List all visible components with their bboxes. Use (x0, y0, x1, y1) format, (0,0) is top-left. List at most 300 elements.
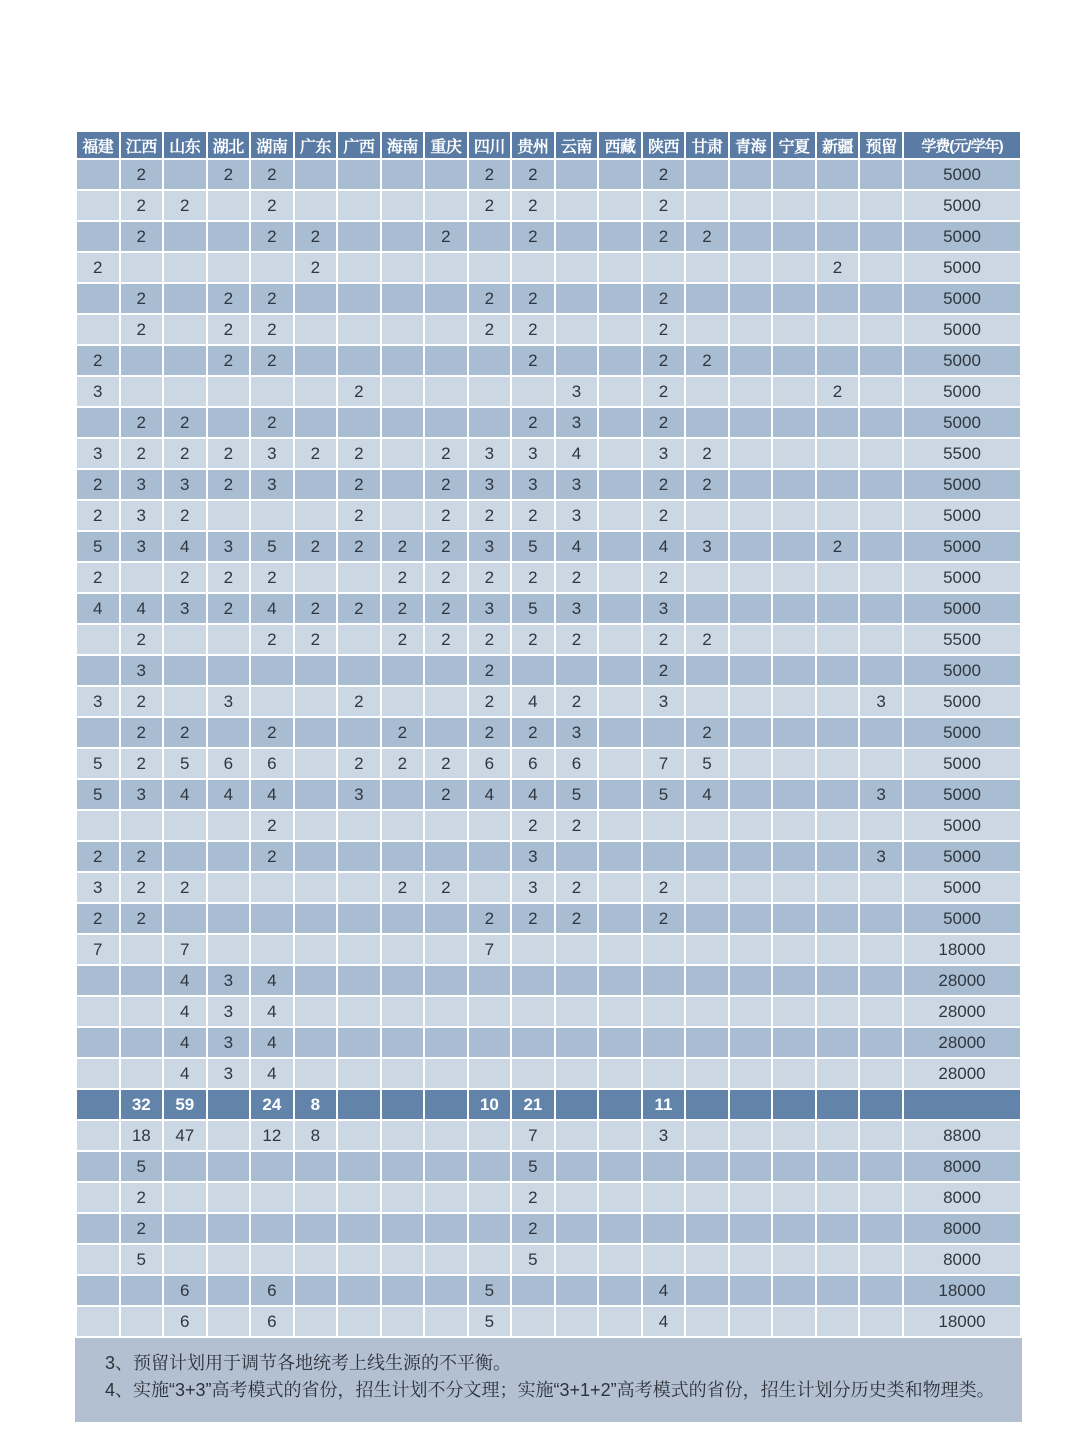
cell (337, 717, 381, 748)
cell: 3 (555, 717, 599, 748)
cell (598, 934, 642, 965)
col-header-6: 广西 (337, 131, 381, 159)
cell (685, 810, 729, 841)
cell (598, 717, 642, 748)
cell (337, 190, 381, 221)
cell (816, 407, 860, 438)
cell (381, 345, 425, 376)
cell: 2 (555, 624, 599, 655)
cell: 2 (642, 190, 686, 221)
cell (729, 159, 773, 190)
cell (642, 1182, 686, 1213)
cell (337, 841, 381, 872)
cell: 2 (250, 221, 294, 252)
col-header-13: 陕西 (642, 131, 686, 159)
cell: 5000 (903, 872, 1021, 903)
cell (772, 1182, 816, 1213)
table-row (76, 841, 1021, 872)
cell: 2 (642, 314, 686, 345)
cell: 5 (76, 779, 120, 810)
cell: 2 (76, 252, 120, 283)
cell (250, 934, 294, 965)
cell (859, 1027, 903, 1058)
cell (76, 1058, 120, 1089)
cell: 5 (642, 779, 686, 810)
cell: 2 (642, 345, 686, 376)
cell (76, 624, 120, 655)
cell: 2 (555, 686, 599, 717)
cell: 2 (424, 779, 468, 810)
footnotes-block (75, 1338, 1022, 1422)
cell (772, 717, 816, 748)
cell: 2 (511, 562, 555, 593)
cell: 24 (250, 1089, 294, 1120)
cell (207, 252, 251, 283)
cell (250, 686, 294, 717)
cell: 5 (163, 748, 207, 779)
cell (772, 1213, 816, 1244)
cell: 2 (250, 562, 294, 593)
cell: 4 (468, 779, 512, 810)
cell: 3 (511, 872, 555, 903)
cell (859, 1058, 903, 1089)
cell (163, 252, 207, 283)
table-row (76, 655, 1021, 686)
cell (120, 810, 164, 841)
cell (468, 376, 512, 407)
cell (816, 500, 860, 531)
cell (555, 1213, 599, 1244)
cell (598, 438, 642, 469)
cell (772, 965, 816, 996)
cell (381, 376, 425, 407)
cell (511, 965, 555, 996)
cell (859, 252, 903, 283)
table-row (76, 1275, 1021, 1306)
enrollment-plan-table (75, 130, 1022, 1338)
cell (772, 996, 816, 1027)
cell: 3 (120, 531, 164, 562)
cell: 5 (685, 748, 729, 779)
table-row (76, 1306, 1021, 1337)
cell (424, 841, 468, 872)
cell (163, 655, 207, 686)
cell: 11 (642, 1089, 686, 1120)
cell (76, 717, 120, 748)
cell: 3 (337, 779, 381, 810)
cell (729, 314, 773, 345)
cell: 2 (555, 903, 599, 934)
cell (381, 1058, 425, 1089)
cell (772, 841, 816, 872)
cell: 3 (859, 841, 903, 872)
cell: 2 (250, 283, 294, 314)
cell: 7 (468, 934, 512, 965)
cell: 2 (642, 221, 686, 252)
cell (468, 1151, 512, 1182)
cell (76, 1120, 120, 1151)
cell (816, 1275, 860, 1306)
cell: 5 (511, 1151, 555, 1182)
cell: 2 (120, 624, 164, 655)
footnote-reserved-plan: 3、预留计划用于调节各地统考上线生源的不平衡。 (105, 1353, 512, 1373)
cell (859, 190, 903, 221)
cell (294, 407, 338, 438)
cell: 2 (250, 314, 294, 345)
cell (598, 655, 642, 686)
cell (511, 934, 555, 965)
cell (598, 810, 642, 841)
cell: 2 (294, 252, 338, 283)
cell: 2 (120, 841, 164, 872)
cell (337, 655, 381, 686)
cell: 8000 (903, 1213, 1021, 1244)
cell: 5000 (903, 841, 1021, 872)
cell: 5000 (903, 252, 1021, 283)
cell: 4 (163, 779, 207, 810)
cell (729, 810, 773, 841)
table-row (76, 1244, 1021, 1275)
cell (468, 252, 512, 283)
table-row (76, 1151, 1021, 1182)
table-row (76, 314, 1021, 345)
cell (120, 1058, 164, 1089)
cell: 5000 (903, 221, 1021, 252)
cell: 2 (294, 438, 338, 469)
cell: 2 (642, 159, 686, 190)
cell: 4 (555, 438, 599, 469)
cell: 2 (511, 314, 555, 345)
cell (685, 283, 729, 314)
cell: 2 (424, 469, 468, 500)
cell: 2 (207, 469, 251, 500)
cell (772, 438, 816, 469)
col-header-7: 海南 (381, 131, 425, 159)
cell: 4 (163, 996, 207, 1027)
cell: 3 (555, 593, 599, 624)
cell: 5000 (903, 345, 1021, 376)
cell (772, 1058, 816, 1089)
cell: 2 (163, 500, 207, 531)
cell (729, 1306, 773, 1337)
cell: 3 (207, 531, 251, 562)
cell (729, 438, 773, 469)
cell (859, 1244, 903, 1275)
cell (294, 934, 338, 965)
cell (598, 1058, 642, 1089)
cell (859, 1306, 903, 1337)
cell (337, 1151, 381, 1182)
cell (772, 562, 816, 593)
cell: 4 (642, 1306, 686, 1337)
cell (816, 345, 860, 376)
cell (294, 1151, 338, 1182)
cell (337, 562, 381, 593)
cell (424, 407, 468, 438)
cell (859, 221, 903, 252)
cell: 2 (250, 190, 294, 221)
cell (729, 624, 773, 655)
cell (685, 934, 729, 965)
cell (381, 1089, 425, 1120)
cell: 2 (424, 748, 468, 779)
cell (816, 934, 860, 965)
cell: 28000 (903, 1027, 1021, 1058)
cell (729, 1027, 773, 1058)
cell: 5000 (903, 190, 1021, 221)
cell: 4 (250, 779, 294, 810)
col-header-18: 预留 (859, 131, 903, 159)
cell: 2 (163, 717, 207, 748)
col-header-19: 学费(元/学年) (903, 131, 1021, 159)
cell (598, 841, 642, 872)
cell (685, 407, 729, 438)
cell: 2 (685, 345, 729, 376)
cell (511, 996, 555, 1027)
cell (337, 252, 381, 283)
cell (424, 1213, 468, 1244)
cell: 2 (381, 562, 425, 593)
cell (685, 593, 729, 624)
cell (859, 934, 903, 965)
cell: 2 (511, 624, 555, 655)
cell (729, 1182, 773, 1213)
cell (642, 996, 686, 1027)
cell (859, 1213, 903, 1244)
cell (772, 872, 816, 903)
cell (294, 376, 338, 407)
cell: 5 (511, 531, 555, 562)
col-header-17: 新疆 (816, 131, 860, 159)
cell (337, 283, 381, 314)
cell (685, 965, 729, 996)
cell (163, 1151, 207, 1182)
cell (685, 1120, 729, 1151)
table-row (76, 965, 1021, 996)
cell (76, 655, 120, 686)
cell (468, 1182, 512, 1213)
cell (207, 500, 251, 531)
cell (685, 1306, 729, 1337)
cell (468, 1058, 512, 1089)
cell (598, 283, 642, 314)
cell (555, 283, 599, 314)
cell (642, 965, 686, 996)
cell (598, 1182, 642, 1213)
cell: 5000 (903, 717, 1021, 748)
cell (294, 996, 338, 1027)
cell (381, 469, 425, 500)
cell (772, 283, 816, 314)
cell: 4 (511, 779, 555, 810)
cell: 2 (642, 376, 686, 407)
table-row (76, 190, 1021, 221)
cell (424, 190, 468, 221)
cell (381, 1120, 425, 1151)
cell (816, 686, 860, 717)
cell (685, 1089, 729, 1120)
cell (468, 810, 512, 841)
cell: 2 (381, 593, 425, 624)
cell (294, 469, 338, 500)
cell: 2 (555, 810, 599, 841)
cell: 6 (511, 748, 555, 779)
cell (381, 1027, 425, 1058)
cell (381, 655, 425, 686)
cell (337, 1027, 381, 1058)
cell (816, 1120, 860, 1151)
cell (511, 1027, 555, 1058)
cell (772, 593, 816, 624)
cell (294, 345, 338, 376)
cell (250, 252, 294, 283)
cell: 7 (163, 934, 207, 965)
cell: 2 (511, 407, 555, 438)
cell: 2 (120, 1182, 164, 1213)
cell (816, 624, 860, 655)
cell: 12 (250, 1120, 294, 1151)
cell (859, 748, 903, 779)
cell: 2 (424, 531, 468, 562)
cell: 2 (120, 407, 164, 438)
cell (250, 1244, 294, 1275)
cell (120, 345, 164, 376)
cell: 2 (511, 500, 555, 531)
cell: 2 (120, 221, 164, 252)
col-header-12: 西藏 (598, 131, 642, 159)
cell (424, 1182, 468, 1213)
cell: 4 (250, 965, 294, 996)
table-row (76, 469, 1021, 500)
cell (772, 810, 816, 841)
cell (337, 407, 381, 438)
cell (381, 407, 425, 438)
cell: 2 (511, 283, 555, 314)
cell: 3 (642, 686, 686, 717)
cell (294, 1058, 338, 1089)
cell (598, 407, 642, 438)
cell: 21 (511, 1089, 555, 1120)
cell (685, 314, 729, 345)
cell (120, 252, 164, 283)
cell (76, 314, 120, 345)
cell: 2 (511, 159, 555, 190)
cell: 2 (381, 748, 425, 779)
cell (772, 500, 816, 531)
cell (381, 252, 425, 283)
cell: 5 (76, 748, 120, 779)
cell (468, 407, 512, 438)
cell (511, 1058, 555, 1089)
cell (163, 159, 207, 190)
cell (598, 1120, 642, 1151)
cell (598, 593, 642, 624)
cell (772, 1120, 816, 1151)
cell (772, 1306, 816, 1337)
cell: 2 (511, 810, 555, 841)
cell: 8000 (903, 1182, 1021, 1213)
cell (163, 283, 207, 314)
table-body (76, 159, 1021, 1337)
cell (729, 376, 773, 407)
cell (685, 190, 729, 221)
cell (76, 190, 120, 221)
cell: 5 (76, 531, 120, 562)
col-header-3: 湖北 (207, 131, 251, 159)
cell (859, 996, 903, 1027)
cell (772, 1089, 816, 1120)
cell: 2 (468, 314, 512, 345)
cell (772, 159, 816, 190)
cell (381, 841, 425, 872)
cell (555, 1120, 599, 1151)
cell (381, 996, 425, 1027)
cell (424, 1306, 468, 1337)
cell (163, 686, 207, 717)
cell (207, 1089, 251, 1120)
cell (772, 1151, 816, 1182)
cell (337, 810, 381, 841)
cell (511, 655, 555, 686)
cell (729, 872, 773, 903)
cell (772, 903, 816, 934)
cell (294, 159, 338, 190)
cell (729, 686, 773, 717)
col-header-11: 云南 (555, 131, 599, 159)
cell (816, 562, 860, 593)
cell (772, 190, 816, 221)
table-row (76, 779, 1021, 810)
cell: 2 (120, 283, 164, 314)
cell (424, 965, 468, 996)
cell (729, 841, 773, 872)
cell (685, 159, 729, 190)
cell (729, 1275, 773, 1306)
cell: 6 (163, 1275, 207, 1306)
cell: 2 (337, 593, 381, 624)
cell (424, 903, 468, 934)
cell (598, 748, 642, 779)
cell (76, 1275, 120, 1306)
cell: 2 (685, 717, 729, 748)
cell (76, 1182, 120, 1213)
cell (555, 221, 599, 252)
cell: 4 (163, 1058, 207, 1089)
cell (555, 1089, 599, 1120)
cell (816, 841, 860, 872)
cell: 2 (511, 717, 555, 748)
cell: 2 (468, 655, 512, 686)
cell: 2 (250, 810, 294, 841)
cell (729, 283, 773, 314)
cell (729, 531, 773, 562)
cell (76, 965, 120, 996)
cell (555, 655, 599, 686)
col-header-1: 江西 (120, 131, 164, 159)
cell: 3 (642, 593, 686, 624)
cell (424, 376, 468, 407)
cell (729, 1244, 773, 1275)
cell (816, 655, 860, 686)
cell (729, 779, 773, 810)
cell: 8800 (903, 1120, 1021, 1151)
cell: 2 (468, 283, 512, 314)
cell (598, 190, 642, 221)
cell (816, 717, 860, 748)
cell: 5500 (903, 438, 1021, 469)
cell (772, 748, 816, 779)
cell (250, 376, 294, 407)
